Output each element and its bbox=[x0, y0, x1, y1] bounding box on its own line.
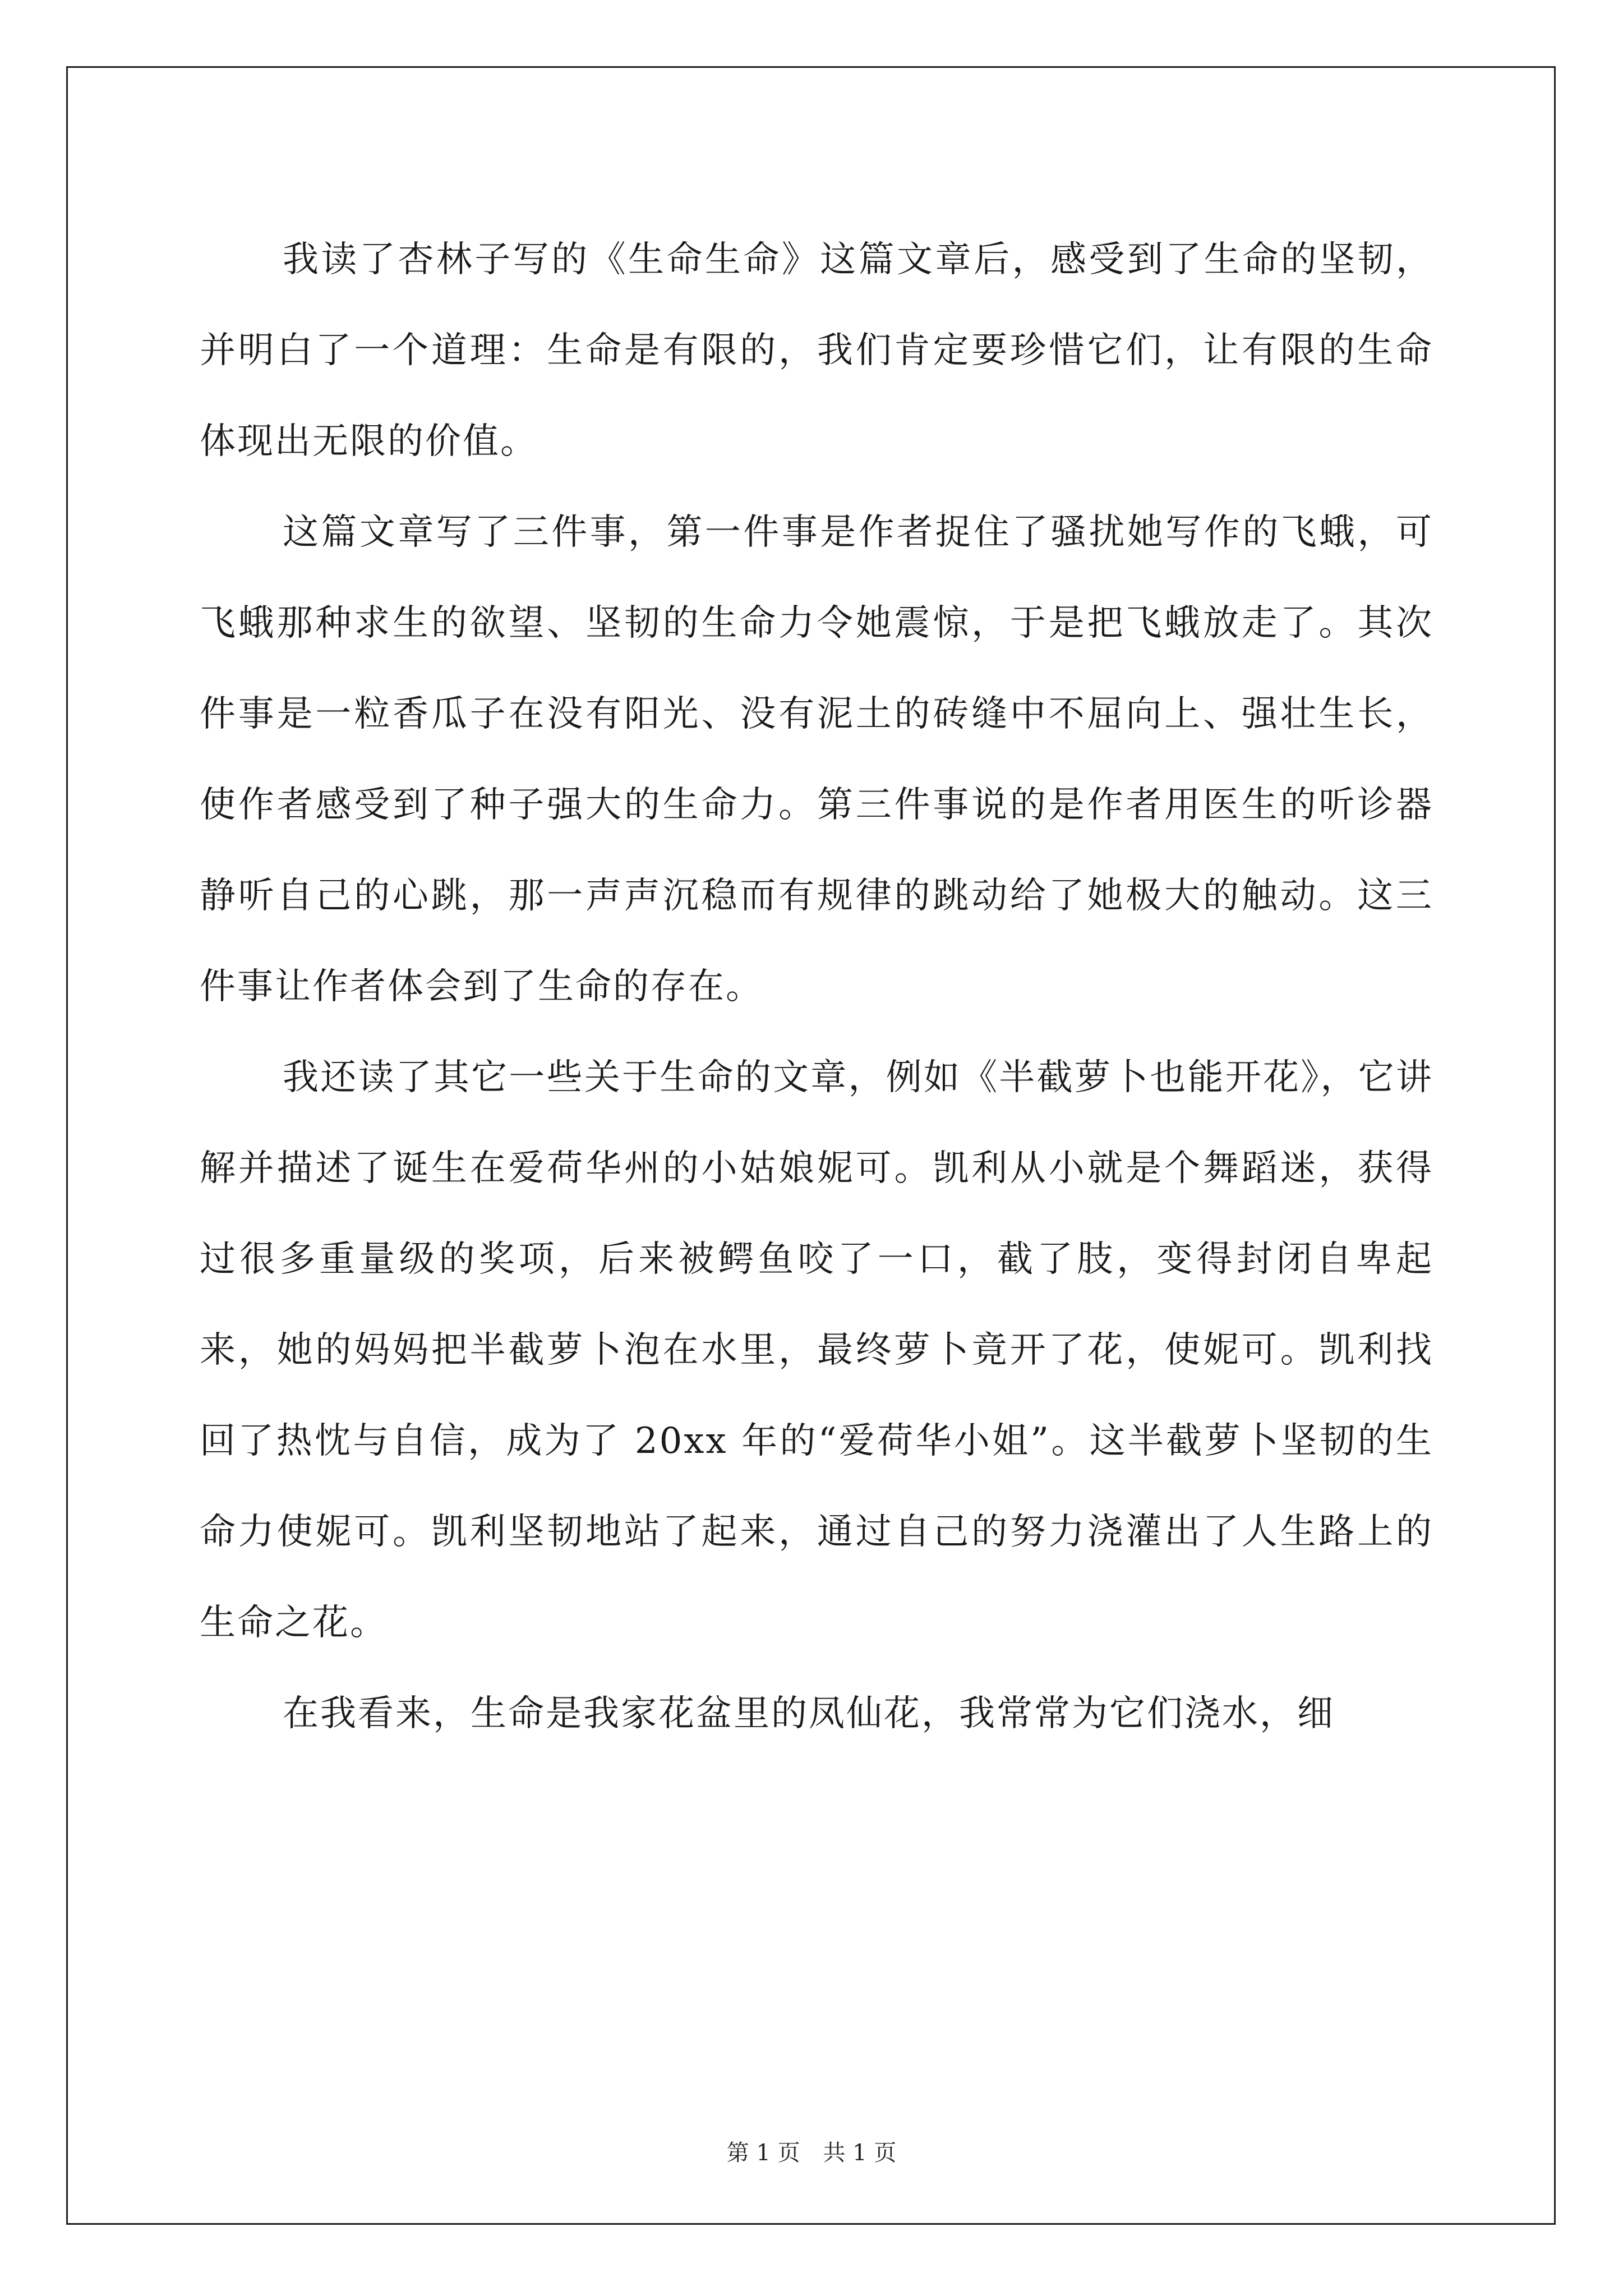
page-footer bbox=[0, 2135, 1623, 2167]
paragraph-2: 这篇文章写了三件事，第一件事是作者捉住了骚扰她写作的飞蛾，可飞蛾那种求生的欲望、坚韧的生命力令她震惊，于是把飞蛾放走了。其次件事是一粒香瓜子在没有阳光、没有泥土的砖缝中不屈向上、强壮生长，使作者感受到了种子强大的生命力。第三件事说的是作者用医生的听诊器静听自己的心跳，那一声声沉稳而有规律的跳动给了她极大的触动。这三件事让作者体会到了生命的存在。 bbox=[200, 512, 1433, 1007]
paragraph-4: 在我看来，生命是我家花盆里的凤仙花，我常常为它们浇水，细 bbox=[283, 1693, 1335, 1734]
paragraph-1: 我读了杏林子写的《生命生命》这篇文章后，感受到了生命的坚韧，并明白了一个道理：生命是有限的，我们肯定要珍惜它们，让有限的生命体现出无限的价值。 bbox=[200, 239, 1433, 462]
page-number-current: 第 1 页 bbox=[726, 2140, 800, 2166]
page-number-total: 共 1 页 bbox=[823, 2140, 897, 2166]
document-body bbox=[200, 214, 1433, 1759]
paragraph-3: 我还读了其它一些关于生命的文章，例如《半截萝卜也能开花》，它讲解并描述了诞生在爱荷华州的小姑娘妮可。凯利从小就是个舞蹈迷，获得过很多重量级的奖项，后来被鳄鱼咬了一口，截了肢，变得封闭自卑起来，她的妈妈把半截萝卜泡在水里，最终萝卜竟开了花，使妮可。凯利找回了热忱与自信，成为了 20xx 年的“爱荷华小姐”。这半截萝卜坚韧的生命力使妮可。凯利坚韧地站了起来，通过自己的努力浇灌出了人生路上的生命之花。 bbox=[200, 1057, 1433, 1644]
